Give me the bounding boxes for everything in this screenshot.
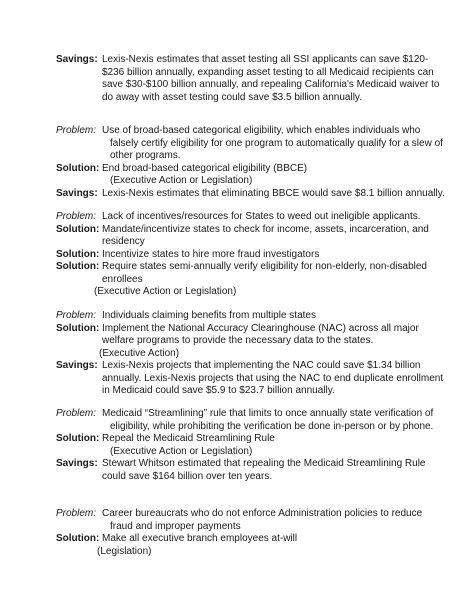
problem-label: Problem:	[56, 408, 97, 419]
line-text: in Medicaid could save $5.9 to $23.7 billion annually.	[102, 385, 335, 396]
line-text: Implement the National Accuracy Clearinghouse (NAC) across all major	[102, 322, 419, 334]
line-text: (Executive Action or Legislation)	[94, 286, 237, 297]
line-text: (Executive Action or Legislation)	[110, 175, 253, 186]
medicaid-streamlining-section	[0, 408, 474, 483]
line-text: Individuals claiming benefits from multiple states	[102, 310, 316, 321]
text-line	[0, 175, 474, 188]
solution-label: Solution:	[56, 261, 100, 272]
line-text: could save $164 billion over ten years.	[102, 470, 273, 482]
text-line	[0, 433, 474, 446]
line-text: (Executive Action)	[99, 347, 180, 359]
career-bureaucrats-section	[0, 508, 474, 558]
text-line	[0, 546, 474, 559]
text-line	[0, 471, 474, 484]
line-text: Career bureaucrats who do not enforce Administration policies to reduce	[102, 508, 423, 519]
savings-label: Savings:	[56, 54, 98, 65]
line-text: enrollees	[102, 273, 143, 285]
line-text: Lexis-Nexis estimates that asset testing all SSI applicants can save $120-	[102, 54, 429, 65]
savings-label: Savings:	[56, 360, 98, 371]
line-text: residency	[102, 236, 145, 247]
line-text: Lexis-Nexis estimates that eliminating BBCE would save $8.1 billion annually.	[102, 187, 445, 199]
text-line	[0, 67, 474, 80]
text-line	[0, 335, 474, 348]
text-line	[0, 54, 474, 67]
text-line	[0, 236, 474, 249]
problem-label: Problem:	[56, 211, 97, 222]
text-line	[0, 163, 474, 176]
problem-label: Problem:	[56, 508, 97, 519]
text-line	[0, 348, 474, 361]
line-text: do away with asset testing could save $3.5 billion annually.	[102, 91, 362, 103]
line-text: $236 billion annually, expanding asset testing to all Medicaid recipients can	[102, 66, 434, 78]
line-text: (Executive Action or Legislation)	[110, 445, 253, 457]
line-text: Repeal the Medicaid Streamlining Rule	[102, 433, 275, 444]
solution-label: Solution:	[56, 533, 100, 544]
text-line	[0, 188, 474, 201]
text-line	[0, 446, 474, 459]
text-line	[0, 79, 474, 92]
line-text: Incentivize states to hire more fraud investigators	[102, 248, 320, 260]
line-text: Make all executive branch employees at-will	[102, 533, 298, 544]
line-text: annually. Lexis-Nexis projects that using the NAC to end duplicate enrollment	[102, 372, 444, 384]
text-line	[0, 310, 474, 323]
text-line	[0, 286, 474, 299]
savings-label: Savings:	[56, 458, 98, 469]
text-line	[0, 360, 474, 373]
solution-label: Solution:	[56, 223, 100, 235]
text-line	[0, 458, 474, 471]
text-line	[0, 138, 474, 151]
line-text: other programs.	[110, 150, 181, 161]
problem-label: Problem:	[56, 310, 97, 321]
line-text: Medicaid “Streamlining” rule that limits to once annually state verification of	[102, 408, 434, 419]
solution-label: Solution:	[56, 433, 100, 444]
line-text: welfare programs to provide the necessary data to the states.	[102, 335, 374, 346]
line-text: Stewart Whitson estimated that repealing the Medicaid Streamlining Rule	[102, 458, 426, 469]
solution-label: Solution:	[56, 248, 100, 260]
line-text: (Legislation)	[97, 545, 152, 557]
solution-label: Solution:	[56, 162, 100, 174]
text-line	[0, 249, 474, 262]
line-text: save $30-$100 billion annually, and repealing California's Medicaid waiver to	[102, 79, 440, 90]
text-line	[0, 274, 474, 287]
line-text: falsely certify eligibility for one program to automatically qualify for a slew of	[110, 137, 443, 149]
line-text: Use of broad-based categorical eligibility, which enables individuals who	[102, 125, 421, 136]
text-line	[0, 421, 474, 434]
bbce-section	[0, 125, 474, 200]
line-text: Require states semi-annually verify eligibility for non-elderly, non-disabled	[102, 261, 427, 272]
line-text: eligibility, while prohibiting the verification be done in-person or by phone.	[110, 420, 434, 432]
text-line	[0, 408, 474, 421]
state-incentives-section	[0, 211, 474, 299]
line-text: Lack of incentives/resources for States to weed out ineligible applicants.	[102, 211, 421, 222]
text-line	[0, 224, 474, 237]
line-text: fraud and improper payments	[110, 520, 241, 532]
line-text: End broad-based categorical eligibility (BBCE)	[102, 162, 308, 174]
text-line	[0, 261, 474, 274]
savings-asset-testing-section	[0, 54, 474, 104]
savings-label: Savings:	[56, 187, 98, 199]
line-text: Lexis-Nexis projects that implementing the NAC could save $1.34 billion	[102, 360, 421, 371]
text-line	[0, 323, 474, 336]
problem-label: Problem:	[56, 125, 97, 136]
multiple-states-section	[0, 310, 474, 398]
text-line	[0, 385, 474, 398]
text-line	[0, 373, 474, 386]
text-line	[0, 533, 474, 546]
text-line	[0, 125, 474, 138]
solution-label: Solution:	[56, 322, 100, 334]
text-line	[0, 150, 474, 163]
line-text: Mandate/incentivize states to check for income, assets, incarceration, and	[102, 223, 429, 235]
text-line	[0, 508, 474, 521]
text-line	[0, 211, 474, 224]
text-line	[0, 92, 474, 105]
text-line	[0, 521, 474, 534]
